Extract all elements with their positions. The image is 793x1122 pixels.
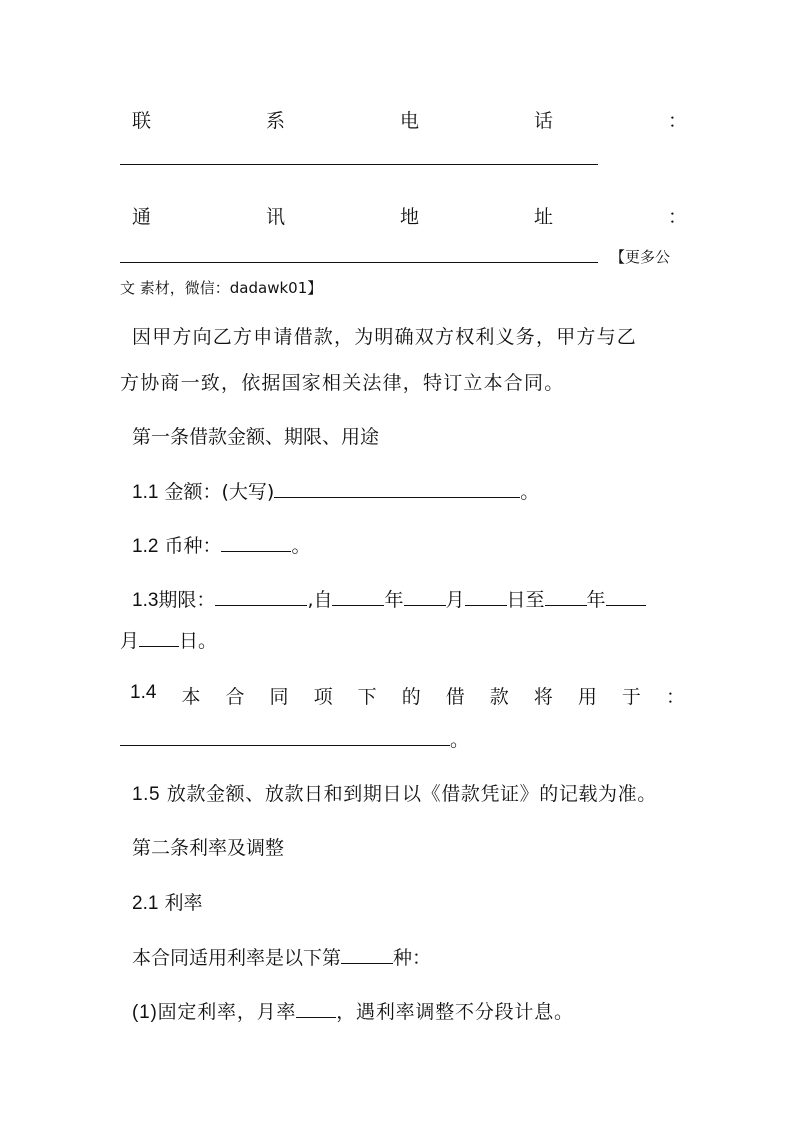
label-char: 系 [265,110,285,132]
clause-end: 。 [291,535,311,557]
clause-text: 日。 [179,630,218,652]
clause-end: 。 [450,729,470,751]
clause-char: 合 [225,686,245,708]
intro-line-2: 方协商一致，依据国家相关法律，特订立本合同。 [120,372,565,394]
article-1-title: 第一条借款金额、期限、用途 [132,426,380,448]
currency-blank [221,533,291,552]
clause-text: ，遇利率调整不分段计息。 [336,1001,574,1023]
more-note-part-b: 文 素材，微信：dadawk01】 [120,279,323,297]
clause-number: 1.4 [130,682,157,703]
clause-text: 币种： [164,535,222,557]
end-month-blank [606,587,646,606]
end-day-blank [139,628,179,647]
clause-1-3 [120,585,687,612]
fixed-rate-line [120,997,687,1024]
clause-char: 将 [533,686,553,708]
purpose-blank [120,727,450,746]
term-blank [215,587,307,606]
clause-char: 于 [621,686,641,708]
address-label-row [120,202,687,229]
address-blank [120,262,598,263]
clause-1-5 [120,779,687,806]
clause-text: ,自 [307,589,333,611]
label-colon: ： [667,110,687,132]
clause-text: 日至 [506,589,545,611]
clause-number: 1.5 [132,784,161,805]
clause-number: 1.1 [132,482,159,503]
clause-1-4 [120,682,685,709]
clause-char: 本 [181,686,201,708]
clause-char: 款 [489,686,509,708]
start-day-blank [465,587,507,606]
clause-2-1 [120,888,687,915]
article-2-title: 第二条利率及调整 [132,837,285,859]
clause-text: 放款金额、放款日和到期日以《借款凭证》的记载为准。 [166,783,657,805]
label-char: 电 [399,110,419,132]
label-colon: ： [667,206,687,228]
clause-char: 同 [269,686,289,708]
clause-char: 的 [401,686,421,708]
clause-number: 2.1 [132,893,159,914]
clause-text: 年 [586,589,606,611]
more-note-part-a: 【更多公 [610,248,671,266]
phone-label-row [120,106,687,133]
clause-text: 本合同适用利率是以下第 [132,947,342,969]
clause-text: 利率 [164,892,203,914]
rate-applies-line [120,943,687,970]
clause-text: 月 [120,630,140,652]
clause-text: 金额：(大写) [164,481,275,503]
clause-char: 用 [577,686,597,708]
label-char: 通 [132,206,152,228]
clause-text: 月 [445,589,465,611]
clause-1-4-cont [120,725,675,752]
clause-text: 固定利率，月率 [157,1001,297,1023]
clause-1-3-cont [120,626,675,653]
label-char: 联 [132,110,152,132]
label-char: 地 [399,206,419,228]
rate-option-blank [341,945,393,964]
clause-1-1 [120,477,687,504]
clause-text: 年 [384,589,404,611]
clause-number: 1.3 [132,590,159,611]
start-year-blank [332,587,384,606]
label-char: 话 [533,110,553,132]
clause-text: 种： [393,947,432,969]
clause-number: 1.2 [132,536,159,557]
clause-text: 期限： [158,589,216,611]
amount-blank [274,479,520,498]
label-char: 址 [533,206,553,228]
intro-line-1: 因甲方向乙方申请借款，为明确双方权利义务，甲方与乙 [132,326,638,348]
monthly-rate-blank [296,999,336,1018]
option-number: (1) [132,1002,158,1023]
clause-char: 借 [445,686,465,708]
clause-char: 项 [313,686,333,708]
clause-char: 下 [357,686,377,708]
clause-end: 。 [520,481,540,503]
start-month-blank [404,587,446,606]
clause-char: ： [665,686,685,708]
phone-blank [120,164,598,165]
label-char: 讯 [265,206,285,228]
end-year-blank [545,587,587,606]
clause-1-2 [120,531,687,558]
